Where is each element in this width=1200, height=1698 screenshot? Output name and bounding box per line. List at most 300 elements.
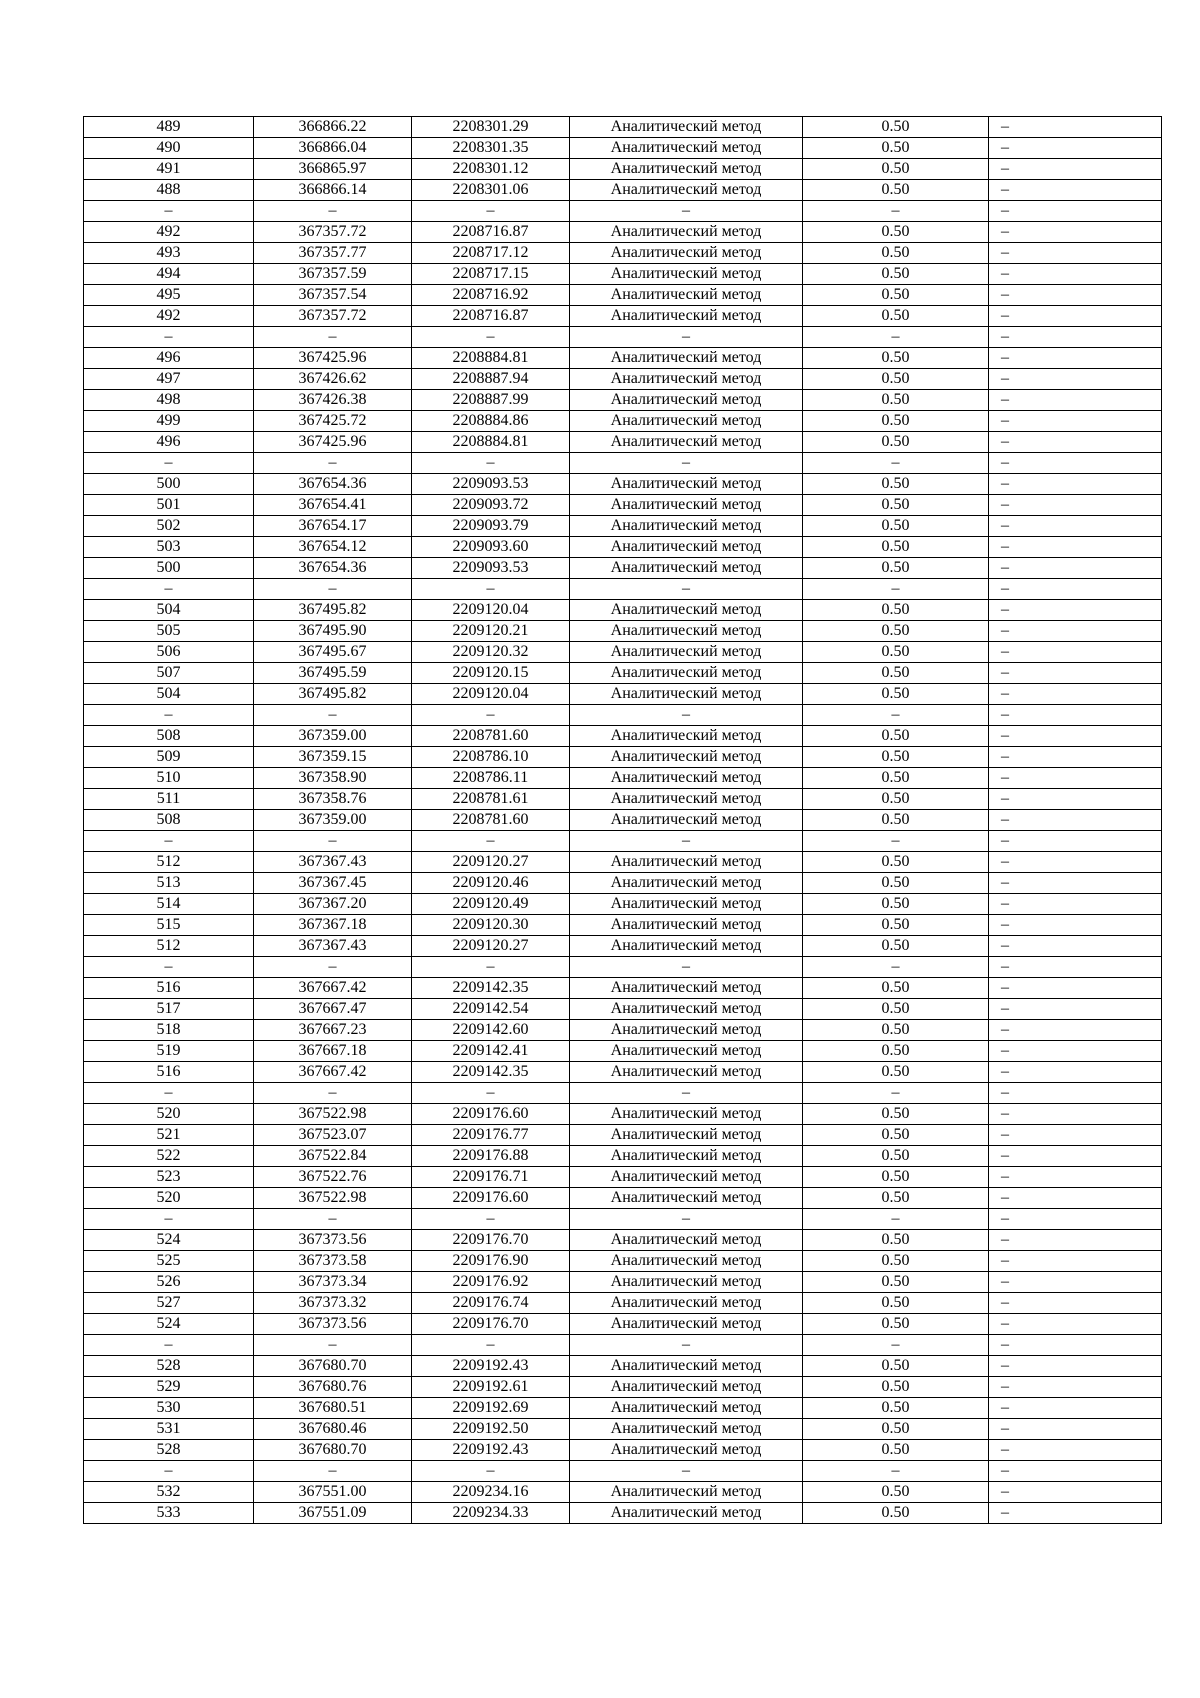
y-coordinate-cell: 2209176.77 — [412, 1125, 570, 1146]
description-cell: – — [989, 873, 1162, 894]
x-coordinate-cell: 367367.43 — [254, 936, 412, 957]
method-cell: Аналитический метод — [570, 1503, 803, 1524]
x-coordinate-cell: 367373.32 — [254, 1293, 412, 1314]
y-coordinate-cell: 2209192.69 — [412, 1398, 570, 1419]
method-cell: Аналитический метод — [570, 747, 803, 768]
description-cell: – — [989, 1020, 1162, 1041]
x-coordinate-cell: – — [254, 201, 412, 222]
table-row — [84, 117, 1162, 138]
method-cell: Аналитический метод — [570, 684, 803, 705]
point-number-cell: 503 — [84, 537, 254, 558]
y-coordinate-cell: – — [412, 327, 570, 348]
table-row — [84, 684, 1162, 705]
table-row — [84, 1167, 1162, 1188]
accuracy-cell: 0.50 — [803, 663, 989, 684]
description-cell: – — [989, 1482, 1162, 1503]
point-number-cell: 511 — [84, 789, 254, 810]
accuracy-cell: 0.50 — [803, 1398, 989, 1419]
method-cell: Аналитический метод — [570, 1230, 803, 1251]
point-number-cell: 530 — [84, 1398, 254, 1419]
method-cell: Аналитический метод — [570, 810, 803, 831]
method-cell: Аналитический метод — [570, 495, 803, 516]
method-cell: – — [570, 579, 803, 600]
x-coordinate-cell: 367495.67 — [254, 642, 412, 663]
y-coordinate-cell: 2209093.60 — [412, 537, 570, 558]
accuracy-cell: 0.50 — [803, 999, 989, 1020]
method-cell: Аналитический метод — [570, 768, 803, 789]
point-number-cell: 494 — [84, 264, 254, 285]
x-coordinate-cell: 367357.72 — [254, 222, 412, 243]
table-row — [84, 1041, 1162, 1062]
method-cell: Аналитический метод — [570, 264, 803, 285]
description-cell: – — [989, 138, 1162, 159]
point-number-cell: 524 — [84, 1230, 254, 1251]
description-cell: – — [989, 684, 1162, 705]
point-number-cell: 499 — [84, 411, 254, 432]
point-number-cell: – — [84, 957, 254, 978]
accuracy-cell: 0.50 — [803, 747, 989, 768]
table-row — [84, 495, 1162, 516]
description-cell: – — [989, 264, 1162, 285]
table-row — [84, 243, 1162, 264]
table-row — [84, 1314, 1162, 1335]
point-number-cell: 509 — [84, 747, 254, 768]
x-coordinate-cell: 367523.07 — [254, 1125, 412, 1146]
method-cell: Аналитический метод — [570, 369, 803, 390]
description-cell: – — [989, 726, 1162, 747]
method-cell: – — [570, 705, 803, 726]
y-coordinate-cell: 2208781.60 — [412, 726, 570, 747]
description-cell: – — [989, 1398, 1162, 1419]
y-coordinate-cell: 2208301.12 — [412, 159, 570, 180]
table-row — [84, 705, 1162, 726]
point-number-cell: – — [84, 1335, 254, 1356]
method-cell: Аналитический метод — [570, 1272, 803, 1293]
accuracy-cell: 0.50 — [803, 1230, 989, 1251]
y-coordinate-cell: 2209176.60 — [412, 1188, 570, 1209]
x-coordinate-cell: 367425.96 — [254, 348, 412, 369]
table-row — [84, 1398, 1162, 1419]
y-coordinate-cell: 2209192.43 — [412, 1440, 570, 1461]
table-row — [84, 1188, 1162, 1209]
point-number-cell: 521 — [84, 1125, 254, 1146]
y-coordinate-cell: 2209120.46 — [412, 873, 570, 894]
point-number-cell: 508 — [84, 810, 254, 831]
table-row — [84, 831, 1162, 852]
x-coordinate-cell: 367495.59 — [254, 663, 412, 684]
point-number-cell: 497 — [84, 369, 254, 390]
y-coordinate-cell: 2208884.81 — [412, 348, 570, 369]
document-page — [83, 116, 1161, 1524]
description-cell: – — [989, 852, 1162, 873]
accuracy-cell: 0.50 — [803, 474, 989, 495]
accuracy-cell: 0.50 — [803, 306, 989, 327]
method-cell: – — [570, 1335, 803, 1356]
y-coordinate-cell: 2209176.90 — [412, 1251, 570, 1272]
accuracy-cell: 0.50 — [803, 495, 989, 516]
accuracy-cell: 0.50 — [803, 390, 989, 411]
method-cell: Аналитический метод — [570, 180, 803, 201]
table-row — [84, 957, 1162, 978]
x-coordinate-cell: 367667.47 — [254, 999, 412, 1020]
y-coordinate-cell: – — [412, 201, 570, 222]
y-coordinate-cell: – — [412, 1461, 570, 1482]
point-number-cell: – — [84, 1083, 254, 1104]
method-cell: Аналитический метод — [570, 663, 803, 684]
accuracy-cell: 0.50 — [803, 684, 989, 705]
point-number-cell: 520 — [84, 1104, 254, 1125]
accuracy-cell: 0.50 — [803, 411, 989, 432]
point-number-cell: – — [84, 579, 254, 600]
accuracy-cell: 0.50 — [803, 642, 989, 663]
method-cell: Аналитический метод — [570, 1146, 803, 1167]
method-cell: Аналитический метод — [570, 390, 803, 411]
point-number-cell: 510 — [84, 768, 254, 789]
x-coordinate-cell: 366866.04 — [254, 138, 412, 159]
accuracy-cell: 0.50 — [803, 1503, 989, 1524]
description-cell: – — [989, 1503, 1162, 1524]
x-coordinate-cell: 367367.20 — [254, 894, 412, 915]
point-number-cell: 513 — [84, 873, 254, 894]
description-cell: – — [989, 831, 1162, 852]
y-coordinate-cell: 2209120.04 — [412, 684, 570, 705]
method-cell: Аналитический метод — [570, 852, 803, 873]
y-coordinate-cell: 2208717.15 — [412, 264, 570, 285]
x-coordinate-cell: 367654.36 — [254, 474, 412, 495]
point-number-cell: 533 — [84, 1503, 254, 1524]
y-coordinate-cell: 2208786.10 — [412, 747, 570, 768]
description-cell: – — [989, 453, 1162, 474]
description-cell: – — [989, 432, 1162, 453]
description-cell: – — [989, 474, 1162, 495]
y-coordinate-cell: 2208786.11 — [412, 768, 570, 789]
y-coordinate-cell: 2209093.79 — [412, 516, 570, 537]
accuracy-cell: – — [803, 705, 989, 726]
point-number-cell: 525 — [84, 1251, 254, 1272]
method-cell: Аналитический метод — [570, 1314, 803, 1335]
point-number-cell: – — [84, 831, 254, 852]
y-coordinate-cell: 2209176.70 — [412, 1314, 570, 1335]
y-coordinate-cell: 2209093.53 — [412, 558, 570, 579]
x-coordinate-cell: – — [254, 1209, 412, 1230]
description-cell: – — [989, 1377, 1162, 1398]
accuracy-cell: 0.50 — [803, 936, 989, 957]
accuracy-cell: – — [803, 1083, 989, 1104]
description-cell: – — [989, 1419, 1162, 1440]
x-coordinate-cell: 367373.58 — [254, 1251, 412, 1272]
description-cell: – — [989, 243, 1162, 264]
point-number-cell: – — [84, 1461, 254, 1482]
method-cell: Аналитический метод — [570, 789, 803, 810]
description-cell: – — [989, 1230, 1162, 1251]
x-coordinate-cell: 367373.34 — [254, 1272, 412, 1293]
y-coordinate-cell: 2208781.61 — [412, 789, 570, 810]
description-cell: – — [989, 621, 1162, 642]
x-coordinate-cell: 367680.70 — [254, 1440, 412, 1461]
method-cell: Аналитический метод — [570, 621, 803, 642]
description-cell: – — [989, 1356, 1162, 1377]
table-row — [84, 726, 1162, 747]
point-number-cell: – — [84, 1209, 254, 1230]
point-number-cell: – — [84, 201, 254, 222]
table-row — [84, 1440, 1162, 1461]
point-number-cell: 504 — [84, 600, 254, 621]
description-cell: – — [989, 747, 1162, 768]
description-cell: – — [989, 1062, 1162, 1083]
point-number-cell: 507 — [84, 663, 254, 684]
description-cell: – — [989, 180, 1162, 201]
y-coordinate-cell: – — [412, 453, 570, 474]
point-number-cell: 492 — [84, 306, 254, 327]
x-coordinate-cell: 367522.98 — [254, 1104, 412, 1125]
x-coordinate-cell: – — [254, 831, 412, 852]
y-coordinate-cell: 2209142.41 — [412, 1041, 570, 1062]
accuracy-cell: – — [803, 831, 989, 852]
accuracy-cell: 0.50 — [803, 1356, 989, 1377]
method-cell: Аналитический метод — [570, 516, 803, 537]
accuracy-cell: – — [803, 1335, 989, 1356]
method-cell: Аналитический метод — [570, 642, 803, 663]
point-number-cell: 527 — [84, 1293, 254, 1314]
x-coordinate-cell: – — [254, 1461, 412, 1482]
table-row — [84, 222, 1162, 243]
method-cell: Аналитический метод — [570, 243, 803, 264]
table-row — [84, 579, 1162, 600]
method-cell: Аналитический метод — [570, 1398, 803, 1419]
method-cell: – — [570, 1209, 803, 1230]
y-coordinate-cell: 2209234.33 — [412, 1503, 570, 1524]
point-number-cell: 514 — [84, 894, 254, 915]
accuracy-cell: 0.50 — [803, 1377, 989, 1398]
accuracy-cell: 0.50 — [803, 117, 989, 138]
method-cell: Аналитический метод — [570, 1293, 803, 1314]
method-cell: Аналитический метод — [570, 537, 803, 558]
description-cell: – — [989, 978, 1162, 999]
description-cell: – — [989, 369, 1162, 390]
description-cell: – — [989, 600, 1162, 621]
point-number-cell: 495 — [84, 285, 254, 306]
table-row — [84, 516, 1162, 537]
method-cell: – — [570, 1083, 803, 1104]
description-cell: – — [989, 915, 1162, 936]
x-coordinate-cell: 367425.72 — [254, 411, 412, 432]
table-body — [84, 117, 1162, 1524]
point-number-cell: 506 — [84, 642, 254, 663]
method-cell: Аналитический метод — [570, 1188, 803, 1209]
point-number-cell: – — [84, 327, 254, 348]
x-coordinate-cell: 366866.14 — [254, 180, 412, 201]
accuracy-cell: 0.50 — [803, 1146, 989, 1167]
method-cell: Аналитический метод — [570, 1440, 803, 1461]
y-coordinate-cell: 2208301.35 — [412, 138, 570, 159]
description-cell: – — [989, 705, 1162, 726]
table-row — [84, 432, 1162, 453]
table-row — [84, 1062, 1162, 1083]
accuracy-cell: 0.50 — [803, 558, 989, 579]
table-row — [84, 1209, 1162, 1230]
accuracy-cell: 0.50 — [803, 1167, 989, 1188]
x-coordinate-cell: 367359.00 — [254, 726, 412, 747]
point-number-cell: 532 — [84, 1482, 254, 1503]
method-cell: Аналитический метод — [570, 1020, 803, 1041]
description-cell: – — [989, 159, 1162, 180]
y-coordinate-cell: 2209176.60 — [412, 1104, 570, 1125]
table-row — [84, 1482, 1162, 1503]
accuracy-cell: 0.50 — [803, 159, 989, 180]
y-coordinate-cell: 2209120.27 — [412, 936, 570, 957]
table-row — [84, 936, 1162, 957]
method-cell: – — [570, 201, 803, 222]
table-row — [84, 1461, 1162, 1482]
x-coordinate-cell: 367426.38 — [254, 390, 412, 411]
accuracy-cell: – — [803, 1209, 989, 1230]
point-number-cell: 519 — [84, 1041, 254, 1062]
accuracy-cell: 0.50 — [803, 1041, 989, 1062]
accuracy-cell: 0.50 — [803, 1440, 989, 1461]
description-cell: – — [989, 1272, 1162, 1293]
y-coordinate-cell: 2209120.32 — [412, 642, 570, 663]
x-coordinate-cell: 367358.90 — [254, 768, 412, 789]
description-cell: – — [989, 1251, 1162, 1272]
y-coordinate-cell: 2208716.87 — [412, 222, 570, 243]
point-number-cell: 515 — [84, 915, 254, 936]
table-row — [84, 537, 1162, 558]
y-coordinate-cell: 2208717.12 — [412, 243, 570, 264]
y-coordinate-cell: 2209120.21 — [412, 621, 570, 642]
point-number-cell: 492 — [84, 222, 254, 243]
x-coordinate-cell: 367495.82 — [254, 600, 412, 621]
accuracy-cell: 0.50 — [803, 138, 989, 159]
y-coordinate-cell: 2209142.35 — [412, 1062, 570, 1083]
y-coordinate-cell: 2208781.60 — [412, 810, 570, 831]
x-coordinate-cell: – — [254, 579, 412, 600]
point-number-cell: 524 — [84, 1314, 254, 1335]
table-row — [84, 852, 1162, 873]
method-cell: Аналитический метод — [570, 1062, 803, 1083]
description-cell: – — [989, 810, 1162, 831]
accuracy-cell: 0.50 — [803, 873, 989, 894]
x-coordinate-cell: 366865.97 — [254, 159, 412, 180]
description-cell: – — [989, 222, 1162, 243]
coordinates-table — [83, 116, 1162, 1524]
method-cell: Аналитический метод — [570, 138, 803, 159]
y-coordinate-cell: – — [412, 705, 570, 726]
method-cell: – — [570, 831, 803, 852]
method-cell: Аналитический метод — [570, 117, 803, 138]
table-row — [84, 1419, 1162, 1440]
description-cell: – — [989, 390, 1162, 411]
x-coordinate-cell: 367522.98 — [254, 1188, 412, 1209]
method-cell: – — [570, 957, 803, 978]
description-cell: – — [989, 936, 1162, 957]
method-cell: Аналитический метод — [570, 1482, 803, 1503]
table-row — [84, 1335, 1162, 1356]
point-number-cell: 520 — [84, 1188, 254, 1209]
accuracy-cell: 0.50 — [803, 264, 989, 285]
point-number-cell: 489 — [84, 117, 254, 138]
x-coordinate-cell: 367425.96 — [254, 432, 412, 453]
accuracy-cell: 0.50 — [803, 348, 989, 369]
point-number-cell: 490 — [84, 138, 254, 159]
method-cell: Аналитический метод — [570, 894, 803, 915]
description-cell: – — [989, 495, 1162, 516]
point-number-cell: 508 — [84, 726, 254, 747]
y-coordinate-cell: 2208884.81 — [412, 432, 570, 453]
x-coordinate-cell: 367359.15 — [254, 747, 412, 768]
table-row — [84, 138, 1162, 159]
y-coordinate-cell: 2209120.27 — [412, 852, 570, 873]
point-number-cell: 528 — [84, 1440, 254, 1461]
table-row — [84, 1272, 1162, 1293]
y-coordinate-cell: 2209142.54 — [412, 999, 570, 1020]
description-cell: – — [989, 1293, 1162, 1314]
accuracy-cell: 0.50 — [803, 978, 989, 999]
table-row — [84, 327, 1162, 348]
method-cell: Аналитический метод — [570, 558, 803, 579]
point-number-cell: 488 — [84, 180, 254, 201]
x-coordinate-cell: 367680.76 — [254, 1377, 412, 1398]
table-row — [84, 264, 1162, 285]
accuracy-cell: 0.50 — [803, 1482, 989, 1503]
description-cell: – — [989, 579, 1162, 600]
point-number-cell: 501 — [84, 495, 254, 516]
x-coordinate-cell: 367357.77 — [254, 243, 412, 264]
accuracy-cell: 0.50 — [803, 852, 989, 873]
accuracy-cell: 0.50 — [803, 285, 989, 306]
accuracy-cell: 0.50 — [803, 369, 989, 390]
table-row — [84, 390, 1162, 411]
y-coordinate-cell: 2209120.49 — [412, 894, 570, 915]
point-number-cell: 518 — [84, 1020, 254, 1041]
description-cell: – — [989, 516, 1162, 537]
y-coordinate-cell: 2209176.74 — [412, 1293, 570, 1314]
method-cell: Аналитический метод — [570, 1104, 803, 1125]
x-coordinate-cell: 367654.36 — [254, 558, 412, 579]
method-cell: Аналитический метод — [570, 348, 803, 369]
point-number-cell: 517 — [84, 999, 254, 1020]
x-coordinate-cell: 367358.76 — [254, 789, 412, 810]
table-row — [84, 453, 1162, 474]
description-cell: – — [989, 1335, 1162, 1356]
table-row — [84, 558, 1162, 579]
y-coordinate-cell: 2208884.86 — [412, 411, 570, 432]
table-row — [84, 768, 1162, 789]
description-cell: – — [989, 789, 1162, 810]
x-coordinate-cell: 367667.42 — [254, 1062, 412, 1083]
method-cell: Аналитический метод — [570, 915, 803, 936]
table-row — [84, 642, 1162, 663]
y-coordinate-cell: 2209120.15 — [412, 663, 570, 684]
y-coordinate-cell: 2208716.87 — [412, 306, 570, 327]
x-coordinate-cell: 367667.18 — [254, 1041, 412, 1062]
point-number-cell: 491 — [84, 159, 254, 180]
x-coordinate-cell: 367357.72 — [254, 306, 412, 327]
point-number-cell: 512 — [84, 852, 254, 873]
description-cell: – — [989, 768, 1162, 789]
table-row — [84, 789, 1162, 810]
point-number-cell: 500 — [84, 474, 254, 495]
method-cell: Аналитический метод — [570, 1125, 803, 1146]
description-cell: – — [989, 1083, 1162, 1104]
x-coordinate-cell: – — [254, 1083, 412, 1104]
accuracy-cell: 0.50 — [803, 621, 989, 642]
accuracy-cell: 0.50 — [803, 1125, 989, 1146]
x-coordinate-cell: – — [254, 327, 412, 348]
point-number-cell: 502 — [84, 516, 254, 537]
table-row — [84, 1356, 1162, 1377]
x-coordinate-cell: 367367.43 — [254, 852, 412, 873]
table-row — [84, 1104, 1162, 1125]
